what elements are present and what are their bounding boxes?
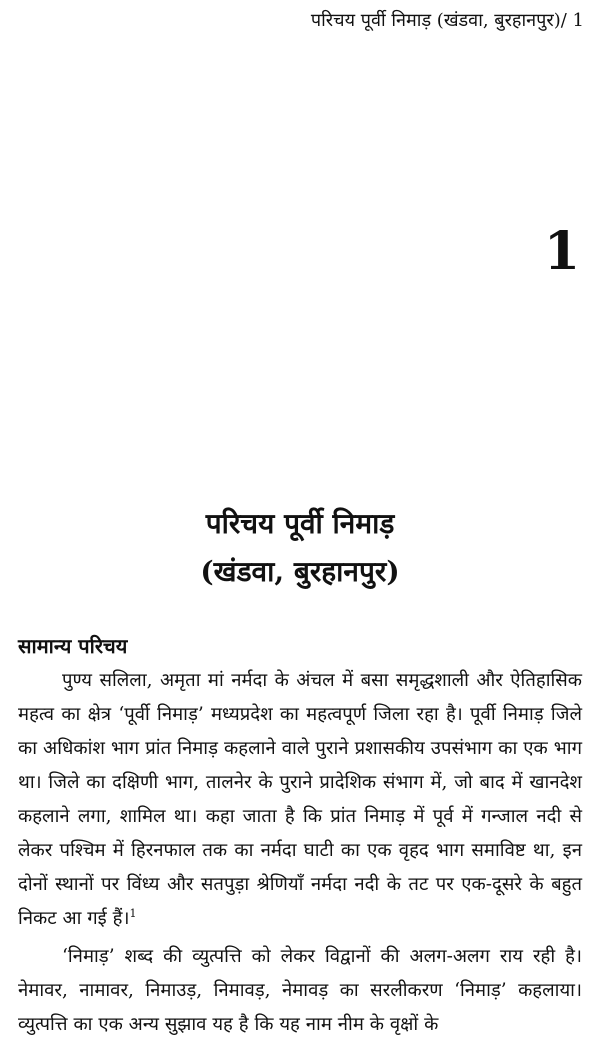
paragraph-1-text: पुण्य सलिला, अमृता मां नर्मदा के अंचल में बसा समृद्धशाली और ऐतिहासिक महत्व का क्षेत्र ‘पूर्वी निमाड़’ मध्यप्रदेश का महत्वपूर्ण जिला रहा है। पूर्वी निमाड़ जिले का अधिकांश भाग प्रांत निमाड़ कहलाने वाले पुराने प्रशासकीय उपसंभाग का एक भाग था। जिले का दक्षिणी भाग, तालनेर के पुराने प्रादेशिक संभाग में, जो बाद में खानदेश कहलाने लगा, शामिल था। कहा जाता है कि प्रांत निमाड़ में पूर्व में गन्जाल नदी से लेकर पश्चिम में हिरनफाल तक का नर्मदा घाटी का एक वृहद भाग समाविष्ट था, इन दोनों स्थानों पर विंध्य और सतपुड़ा श्रेणियाँ नर्मदा नदी के तट पर एक-दूसरे के बहुत निकट आ गई हैं। [18, 670, 582, 929]
footnote-marker: 1 [129, 906, 137, 920]
chapter-title [0, 500, 600, 596]
chapter-title-line-1: परिचय पूर्वी निमाड़ [205, 507, 395, 540]
chapter-number: 1 [543, 221, 580, 282]
section-heading: सामान्य परिचय [18, 634, 128, 658]
body-text [18, 664, 582, 1042]
running-header: परिचय पूर्वी निमाड़ (खंडवा, बुरहानपुर)/ 1 [310, 10, 584, 31]
paragraph-1 [18, 664, 582, 936]
chapter-title-line-2: (खंडवा, बुरहानपुर) [200, 555, 400, 588]
paragraph-2-text: ‘निमाड़’ शब्द की व्युत्पत्ति को लेकर विद्वानों की अलग-अलग राय रही है। नेमावर, नामावर, निमाउड़, निमावड़, नेमावड़ का सरलीकरण ‘निमाड़’ कहलाया। व्युत्पत्ति का एक अन्य सुझाव यह है कि यह नाम नीम के वृक्षों के [18, 946, 582, 1035]
paragraph-2 [18, 940, 582, 1042]
